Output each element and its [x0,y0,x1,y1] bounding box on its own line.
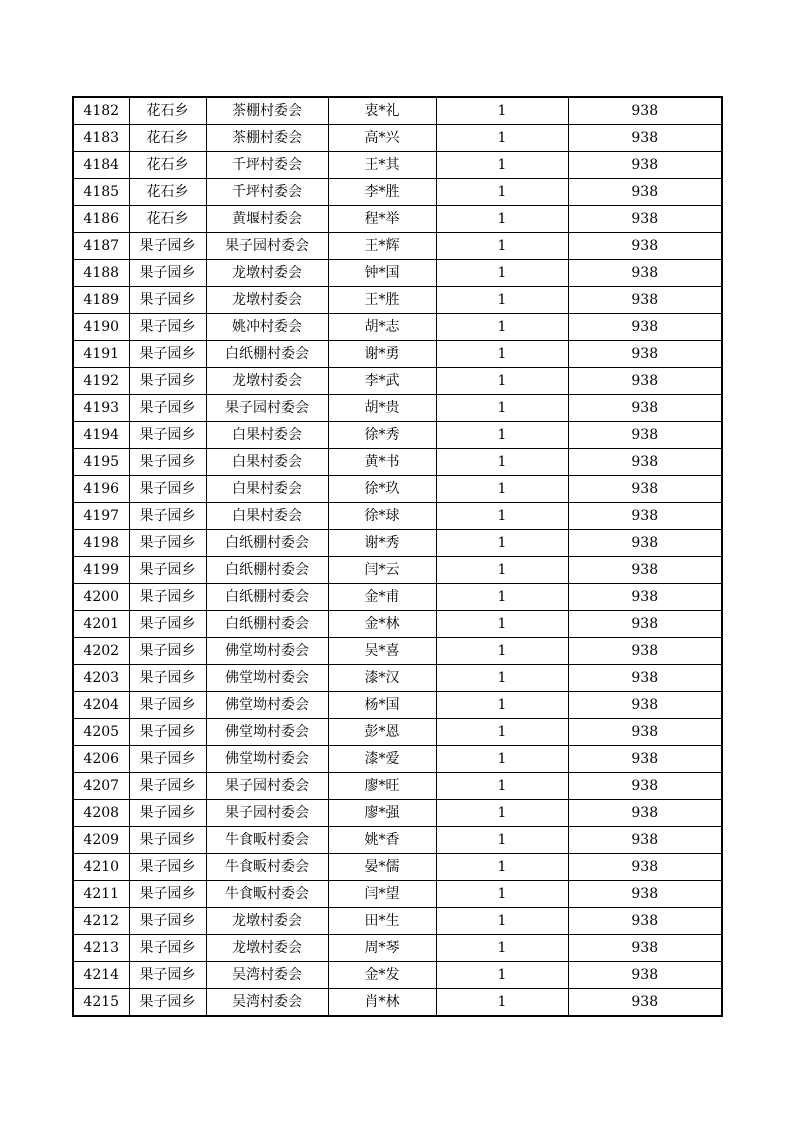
name-cell: 徐*秀 [328,422,436,449]
table-row [73,422,722,449]
amount-cell: 938 [568,179,722,206]
amount-cell: 938 [568,476,722,503]
amount-cell: 938 [568,341,722,368]
township-cell: 果子园乡 [129,773,206,800]
name-cell: 王*辉 [328,233,436,260]
village-committee-cell: 果子园村委会 [206,773,328,800]
village-committee-cell: 白纸棚村委会 [206,557,328,584]
table-row [73,908,722,935]
name-cell: 闫*望 [328,881,436,908]
serial-number-cell: 4206 [73,746,129,773]
village-committee-cell: 白果村委会 [206,449,328,476]
amount-cell: 938 [568,935,722,962]
serial-number-cell: 4182 [73,97,129,125]
serial-number-cell: 4213 [73,935,129,962]
amount-cell: 938 [568,854,722,881]
township-cell: 果子园乡 [129,476,206,503]
township-cell: 果子园乡 [129,719,206,746]
count-cell: 1 [436,611,568,638]
count-cell: 1 [436,314,568,341]
name-cell: 王*胜 [328,287,436,314]
name-cell: 漆*汉 [328,665,436,692]
name-cell: 金*林 [328,611,436,638]
count-cell: 1 [436,746,568,773]
name-cell: 田*生 [328,908,436,935]
township-cell: 果子园乡 [129,638,206,665]
amount-cell: 938 [568,746,722,773]
amount-cell: 938 [568,97,722,125]
count-cell: 1 [436,719,568,746]
village-committee-cell: 龙墩村委会 [206,287,328,314]
township-cell: 果子园乡 [129,827,206,854]
amount-cell: 938 [568,422,722,449]
amount-cell: 938 [568,962,722,989]
village-committee-cell: 佛堂坳村委会 [206,638,328,665]
count-cell: 1 [436,206,568,233]
table-row [73,97,722,125]
table-row [73,989,722,1017]
name-cell: 彭*恩 [328,719,436,746]
village-committee-cell: 千坪村委会 [206,152,328,179]
serial-number-cell: 4188 [73,260,129,287]
count-cell: 1 [436,97,568,125]
table-row [73,341,722,368]
serial-number-cell: 4201 [73,611,129,638]
village-committee-cell: 姚冲村委会 [206,314,328,341]
serial-number-cell: 4209 [73,827,129,854]
serial-number-cell: 4207 [73,773,129,800]
table-body [73,97,722,1016]
name-cell: 杨*国 [328,692,436,719]
table-row [73,881,722,908]
name-cell: 闫*云 [328,557,436,584]
table-row [73,638,722,665]
township-cell: 果子园乡 [129,368,206,395]
amount-cell: 938 [568,827,722,854]
township-cell: 果子园乡 [129,314,206,341]
count-cell: 1 [436,125,568,152]
name-cell: 程*举 [328,206,436,233]
table-row [73,314,722,341]
township-cell: 果子园乡 [129,611,206,638]
table-row [73,287,722,314]
village-committee-cell: 茶棚村委会 [206,97,328,125]
name-cell: 廖*旺 [328,773,436,800]
township-cell: 果子园乡 [129,584,206,611]
count-cell: 1 [436,341,568,368]
amount-cell: 938 [568,503,722,530]
village-committee-cell: 龙墩村委会 [206,368,328,395]
village-committee-cell: 白纸棚村委会 [206,341,328,368]
name-cell: 衷*礼 [328,97,436,125]
amount-cell: 938 [568,557,722,584]
township-cell: 果子园乡 [129,503,206,530]
village-committee-cell: 牛食畈村委会 [206,854,328,881]
count-cell: 1 [436,449,568,476]
village-committee-cell: 佛堂坳村委会 [206,746,328,773]
count-cell: 1 [436,935,568,962]
village-committee-cell: 龙墩村委会 [206,908,328,935]
table-row [73,611,722,638]
table-row [73,260,722,287]
count-cell: 1 [436,476,568,503]
village-committee-cell: 白果村委会 [206,503,328,530]
township-cell: 果子园乡 [129,287,206,314]
township-cell: 花石乡 [129,97,206,125]
serial-number-cell: 4215 [73,989,129,1017]
count-cell: 1 [436,638,568,665]
amount-cell: 938 [568,152,722,179]
village-committee-cell: 果子园村委会 [206,395,328,422]
name-cell: 姚*香 [328,827,436,854]
township-cell: 果子园乡 [129,422,206,449]
serial-number-cell: 4192 [73,368,129,395]
count-cell: 1 [436,881,568,908]
name-cell: 李*武 [328,368,436,395]
village-committee-cell: 龙墩村委会 [206,935,328,962]
village-committee-cell: 牛食畈村委会 [206,827,328,854]
village-committee-cell: 黄堰村委会 [206,206,328,233]
amount-cell: 938 [568,800,722,827]
village-committee-cell: 白纸棚村委会 [206,530,328,557]
amount-cell: 938 [568,206,722,233]
table-row [73,179,722,206]
township-cell: 果子园乡 [129,989,206,1017]
village-committee-cell: 佛堂坳村委会 [206,719,328,746]
village-committee-cell: 果子园村委会 [206,800,328,827]
amount-cell: 938 [568,665,722,692]
township-cell: 果子园乡 [129,746,206,773]
township-cell: 果子园乡 [129,800,206,827]
table-row [73,854,722,881]
count-cell: 1 [436,584,568,611]
name-cell: 谢*勇 [328,341,436,368]
township-cell: 花石乡 [129,152,206,179]
village-committee-cell: 茶棚村委会 [206,125,328,152]
count-cell: 1 [436,503,568,530]
count-cell: 1 [436,665,568,692]
village-committee-cell: 佛堂坳村委会 [206,692,328,719]
serial-number-cell: 4186 [73,206,129,233]
serial-number-cell: 4204 [73,692,129,719]
table-row [73,557,722,584]
serial-number-cell: 4200 [73,584,129,611]
serial-number-cell: 4189 [73,287,129,314]
village-committee-cell: 吴湾村委会 [206,962,328,989]
count-cell: 1 [436,179,568,206]
table-row [73,692,722,719]
township-cell: 果子园乡 [129,881,206,908]
serial-number-cell: 4194 [73,422,129,449]
township-cell: 果子园乡 [129,665,206,692]
township-cell: 果子园乡 [129,557,206,584]
township-cell: 果子园乡 [129,260,206,287]
township-cell: 果子园乡 [129,962,206,989]
table-row [73,125,722,152]
amount-cell: 938 [568,368,722,395]
serial-number-cell: 4205 [73,719,129,746]
count-cell: 1 [436,908,568,935]
table-row [73,206,722,233]
table-row [73,719,722,746]
amount-cell: 938 [568,611,722,638]
name-cell: 金*发 [328,962,436,989]
township-cell: 果子园乡 [129,854,206,881]
township-cell: 花石乡 [129,206,206,233]
village-committee-cell: 千坪村委会 [206,179,328,206]
count-cell: 1 [436,233,568,260]
name-cell: 徐*球 [328,503,436,530]
count-cell: 1 [436,422,568,449]
table-row [73,773,722,800]
count-cell: 1 [436,260,568,287]
serial-number-cell: 4210 [73,854,129,881]
name-cell: 周*琴 [328,935,436,962]
village-committee-cell: 果子园村委会 [206,233,328,260]
table-row [73,395,722,422]
table-row [73,368,722,395]
count-cell: 1 [436,854,568,881]
township-cell: 果子园乡 [129,935,206,962]
serial-number-cell: 4191 [73,341,129,368]
amount-cell: 938 [568,260,722,287]
table-row [73,665,722,692]
amount-cell: 938 [568,233,722,260]
township-cell: 花石乡 [129,179,206,206]
serial-number-cell: 4203 [73,665,129,692]
name-cell: 胡*贵 [328,395,436,422]
township-cell: 果子园乡 [129,449,206,476]
amount-cell: 938 [568,692,722,719]
village-committee-cell: 佛堂坳村委会 [206,665,328,692]
serial-number-cell: 4198 [73,530,129,557]
serial-number-cell: 4212 [73,908,129,935]
township-cell: 果子园乡 [129,908,206,935]
serial-number-cell: 4202 [73,638,129,665]
name-cell: 胡*志 [328,314,436,341]
township-cell: 花石乡 [129,125,206,152]
table-row [73,152,722,179]
township-cell: 果子园乡 [129,530,206,557]
amount-cell: 938 [568,449,722,476]
serial-number-cell: 4196 [73,476,129,503]
village-committee-cell: 牛食畈村委会 [206,881,328,908]
amount-cell: 938 [568,719,722,746]
serial-number-cell: 4214 [73,962,129,989]
table-row [73,503,722,530]
village-committee-cell: 吴湾村委会 [206,989,328,1017]
count-cell: 1 [436,692,568,719]
serial-number-cell: 4183 [73,125,129,152]
township-cell: 果子园乡 [129,692,206,719]
serial-number-cell: 4193 [73,395,129,422]
name-cell: 李*胜 [328,179,436,206]
village-committee-cell: 白纸棚村委会 [206,611,328,638]
amount-cell: 938 [568,881,722,908]
count-cell: 1 [436,827,568,854]
village-committee-cell: 白纸棚村委会 [206,584,328,611]
count-cell: 1 [436,989,568,1017]
count-cell: 1 [436,773,568,800]
township-cell: 果子园乡 [129,341,206,368]
table-row [73,233,722,260]
name-cell: 吴*喜 [328,638,436,665]
count-cell: 1 [436,152,568,179]
name-cell: 晏*儒 [328,854,436,881]
table-row [73,449,722,476]
table-row [73,746,722,773]
count-cell: 1 [436,287,568,314]
amount-cell: 938 [568,314,722,341]
name-cell: 高*兴 [328,125,436,152]
table-row [73,935,722,962]
serial-number-cell: 4208 [73,800,129,827]
count-cell: 1 [436,395,568,422]
serial-number-cell: 4184 [73,152,129,179]
amount-cell: 938 [568,773,722,800]
name-cell: 肖*林 [328,989,436,1017]
township-cell: 果子园乡 [129,233,206,260]
serial-number-cell: 4187 [73,233,129,260]
count-cell: 1 [436,800,568,827]
serial-number-cell: 4195 [73,449,129,476]
count-cell: 1 [436,530,568,557]
serial-number-cell: 4185 [73,179,129,206]
amount-cell: 938 [568,530,722,557]
name-cell: 廖*强 [328,800,436,827]
township-cell: 果子园乡 [129,395,206,422]
name-cell: 王*其 [328,152,436,179]
table-row [73,827,722,854]
name-cell: 黄*书 [328,449,436,476]
name-cell: 钟*国 [328,260,436,287]
amount-cell: 938 [568,989,722,1017]
serial-number-cell: 4197 [73,503,129,530]
count-cell: 1 [436,557,568,584]
name-cell: 漆*爱 [328,746,436,773]
table-row [73,530,722,557]
table-row [73,476,722,503]
amount-cell: 938 [568,908,722,935]
amount-cell: 938 [568,584,722,611]
amount-cell: 938 [568,638,722,665]
table-row [73,584,722,611]
amount-cell: 938 [568,395,722,422]
serial-number-cell: 4190 [73,314,129,341]
village-committee-cell: 白果村委会 [206,422,328,449]
count-cell: 1 [436,368,568,395]
name-cell: 金*甫 [328,584,436,611]
village-committee-cell: 白果村委会 [206,476,328,503]
table-row [73,962,722,989]
village-committee-cell: 龙墩村委会 [206,260,328,287]
serial-number-cell: 4211 [73,881,129,908]
table-row [73,800,722,827]
amount-cell: 938 [568,125,722,152]
amount-cell: 938 [568,287,722,314]
data-table [72,96,723,1017]
count-cell: 1 [436,962,568,989]
name-cell: 谢*秀 [328,530,436,557]
name-cell: 徐*玖 [328,476,436,503]
serial-number-cell: 4199 [73,557,129,584]
